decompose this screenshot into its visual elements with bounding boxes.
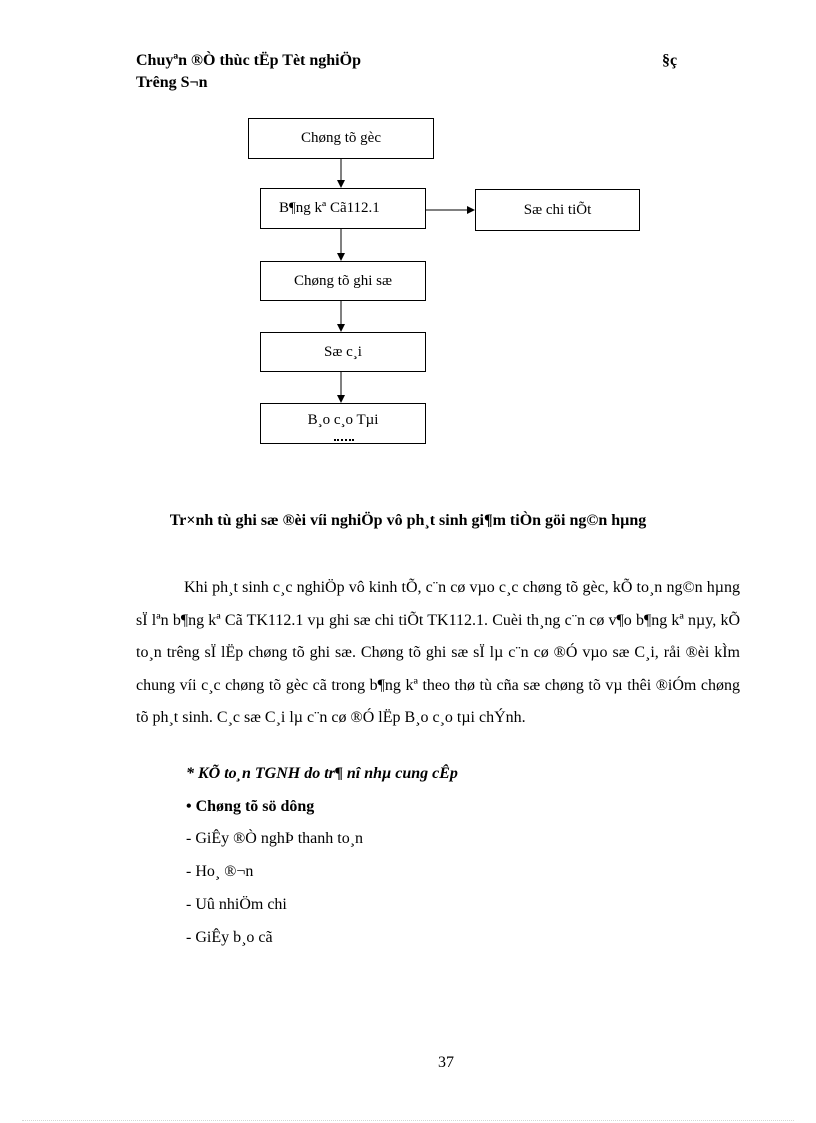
diagram-box-report — [260, 403, 426, 444]
header-section-mark: §ç — [662, 52, 678, 69]
header-title-line2: Trêng S¬n — [136, 74, 208, 91]
diagram-caption: Tr×nh tù ghi sæ ®èi víi nghiÖp vô ph¸t sinh gi¶m tiÒn göi ng©n hµng — [169, 512, 647, 529]
bullet-title: • Chøng tõ sö dông — [186, 798, 315, 815]
diagram-box-ledger: Sæ c¸i — [260, 332, 426, 372]
diagram-box-source-docs: Chøng tõ gèc — [248, 118, 434, 159]
flow-arrows — [0, 0, 816, 460]
body-paragraph: Khi ph¸t sinh c¸c nghiÖp vô kinh tÕ, c¨n cø vµo c¸c chøng tõ gèc, kÕ to¸n ng©n hµng sÏ lªn b¶ng kª Cã TK112.1 vµ ghi sæ chi tiÕt TK112.1. Cuèi th¸ng c¨n cø v¶o b¶ng kª nµy, kÕ to¸n trêng sÏ lËp chøng tõ ghi sæ. Chøng tõ ghi sæ sÏ lµ c¨n cø ®Ó vµo sæ C¸i, råi ®èi kÌm chung víi c¸c chøng tõ gèc cã trong b¶ng kª theo thø tù cña sæ chøng tõ vµ thêi ®iÓm chøng tõ ph¸t sinh. C¸c sæ C¸i lµ c¨n cø ®Ó lËp B¸o c¸o tµi chÝnh. — [136, 579, 740, 726]
list-item: - Uû nhiÖm chi — [186, 896, 287, 913]
list-item: - GiÊy b¸o cã — [186, 929, 273, 946]
page-number: 37 — [438, 1054, 454, 1071]
subsection-title: * KÕ to¸n TGNH do tr¶ nî nhµ cung cÊp — [186, 765, 458, 782]
clipped-text-fragment — [334, 439, 354, 443]
diagram-box-detail-book: Sæ chi tiÕt — [475, 189, 640, 231]
diagram-box-voucher: Chøng tõ ghi sæ — [260, 261, 426, 301]
header-title-line1: Chuyªn ®Ò thùc tËp Tèt nghiÖp — [136, 52, 361, 69]
diagram-box-listing-table: B¶ng kª Cã112.1 — [260, 188, 426, 229]
footer-divider — [22, 1120, 794, 1121]
diagram-report-label: B¸o c¸o Tµi — [307, 412, 379, 428]
list-item: - Ho¸ ®¬n — [186, 863, 254, 880]
list-item: - GiÊy ®Ò nghÞ thanh to¸n — [186, 830, 364, 847]
